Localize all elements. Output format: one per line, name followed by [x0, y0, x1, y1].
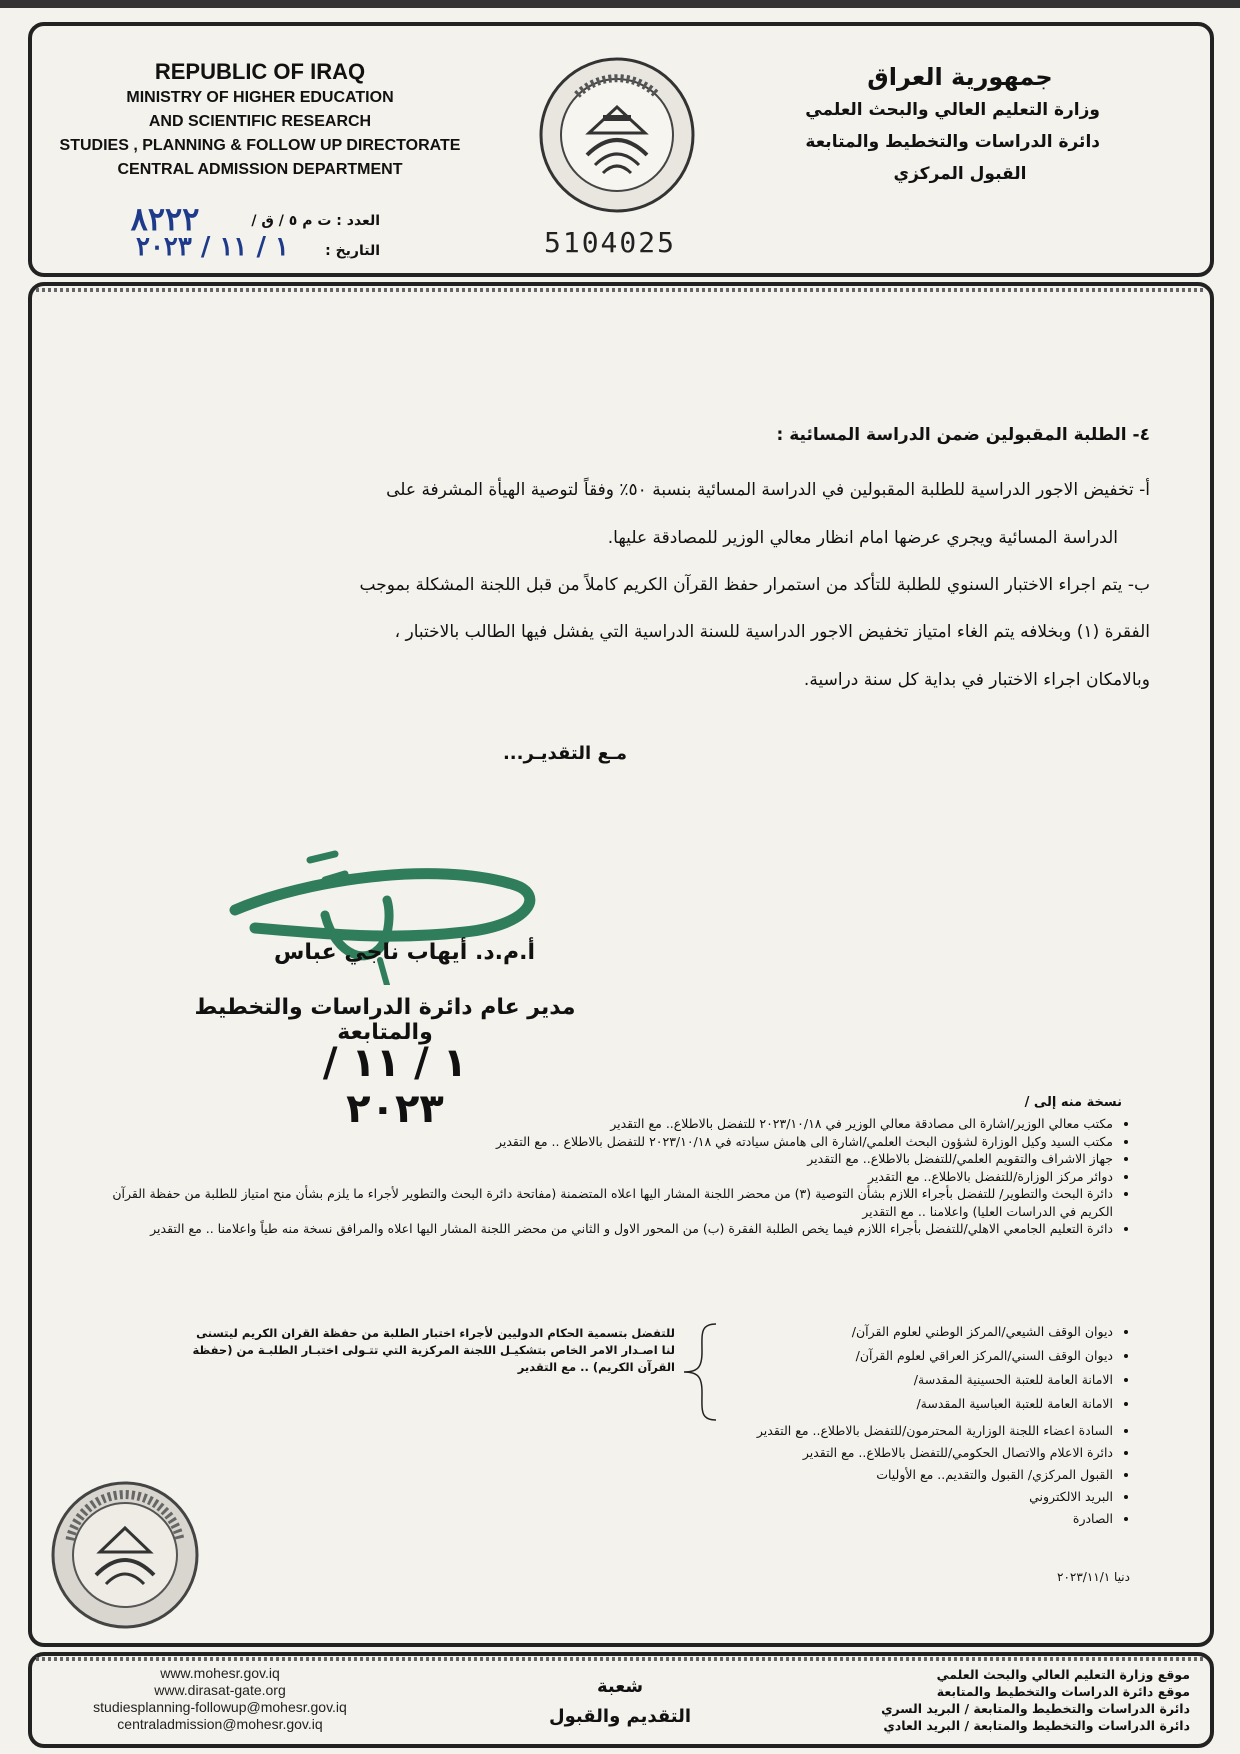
- footer-section: [520, 1672, 720, 1732]
- cc-bracket: [680, 1322, 720, 1422]
- en-line-department: CENTRAL ADMISSION DEPARTMENT: [117, 161, 403, 178]
- cc-item: • جهاز الاشراف والتقويم العلمي/للتفضل بالاطلاع.. مع التقدير: [85, 1150, 1113, 1168]
- cc-item: • الامانة العامة للعتبة العباسية المقدسة/: [700, 1392, 1113, 1416]
- cc-heading: نسخة منه إلى /: [1024, 1095, 1122, 1110]
- brace-icon: [680, 1322, 720, 1422]
- serial-number: 5104025: [543, 226, 676, 259]
- ar-line-admission: القبول المركزي: [893, 164, 1027, 184]
- letterhead-arabic: [780, 60, 1100, 190]
- cc-item: • الامانة العامة للعتبة الحسينية المقدسة/: [700, 1368, 1113, 1392]
- footer-ar-line: موقع دائرة الدراسات والتخطيط والمتابعة: [936, 1684, 1190, 1699]
- cc-list-grouped: [700, 1320, 1135, 1416]
- footer-ar-line: دائرة الدراسات والتخطيط والمتابعة / البريد العادي: [883, 1718, 1190, 1733]
- number-label: العدد : ت م ٥ / ق /: [251, 213, 380, 229]
- footer-arabic: [820, 1666, 1190, 1734]
- footer-link-mohesr[interactable]: www.mohesr.gov.iq: [160, 1665, 280, 1681]
- item-b-line3: وبالامكان اجراء الاختبار في بداية كل سنة دراسية.: [803, 670, 1150, 690]
- ar-line-directorate: دائرة الدراسات والتخطيط والمتابعة: [805, 132, 1100, 152]
- scan-edge: [0, 0, 1240, 8]
- footer-email-studies[interactable]: studiesplanning-followup@mohesr.gov.iq: [93, 1699, 347, 1715]
- typist-note: دنيا ٢٠٢٣/١١/١: [1057, 1570, 1130, 1584]
- cc-item: • مكتب معالي الوزير/اشارة الى مصادقة معالي الوزير في ٢٠٢٣/١٠/١٨ للتفضل بالاطلاع.. مع التقدير: [85, 1115, 1113, 1133]
- ar-line-republic: جمهورية العراق: [867, 63, 1053, 91]
- cc-list: [85, 1115, 1135, 1238]
- en-line-directorate: STUDIES , PLANNING & FOLLOW UP DIRECTORATE: [59, 137, 461, 154]
- seal-icon: [50, 1480, 200, 1630]
- cc-item: • الصادرة: [560, 1508, 1113, 1530]
- en-line-research: AND SCIENTIFIC RESEARCH: [148, 113, 372, 130]
- date-value: ١ / ١١ / ٢٠٢٣: [136, 232, 289, 262]
- footer-section-line1: شعبة: [596, 1676, 644, 1697]
- cc-item: • البريد الالكتروني: [560, 1486, 1113, 1508]
- ar-line-ministry: وزارة التعليم العالي والبحث العلمي: [805, 100, 1100, 120]
- footer-link-dirasat[interactable]: www.dirasat-gate.org: [154, 1682, 286, 1698]
- signer-name: أ.م.د. أيهاب ناجي عباس: [274, 940, 535, 965]
- cc-item: • دائرة البحث والتطوير/ للتفضل بأجراء اللازم بشأن التوصية (٣) من محضر اللجنة المشار اليها اعلاه المتضمنة (مفاتحة دائرة البحث والتطوير لأجراء ما يلزم بشأن منح امتياز للطلبة من حفظة القرآن الكريم في الدراسات العليا) واعلامنا .. مع التقدير: [85, 1185, 1113, 1220]
- item-a-line1: أ- تخفيض الاجور الدراسية للطلبة المقبولين في الدراسة المسائية بنسبة ٥٠٪ وفقاً لتوصية الهيأة المشرفة على: [386, 480, 1150, 500]
- cc-item: • ديوان الوقف الشيعي/المركز الوطني لعلوم القرآن/: [700, 1320, 1113, 1344]
- section-heading: ٤- الطلبة المقبولين ضمن الدراسة المسائية :: [776, 425, 1150, 445]
- cc-item: • ديوان الوقف السني/المركز العراقي لعلوم القرآن/: [700, 1344, 1113, 1368]
- letterhead-english: [50, 58, 470, 182]
- en-line-republic: REPUBLIC OF IRAQ: [154, 59, 366, 84]
- cc-item: • القبول المركزي/ القبول والتقديم.. مع الأوليات: [560, 1464, 1113, 1486]
- cc-item: • دائرة التعليم الجامعي الاهلي/للتفضل بأجراء اللازم فيما يخص الطلبة الفقرة (ب) من المحور الاول و الثاني من محضر اللجنة المشار اليها اعلاه والمرافق نسخة منه طياً واعلامنا .. مع التقدير: [85, 1220, 1113, 1238]
- signer-title: مدير عام دائرة الدراسات والتخطيط والمتابعة: [194, 995, 576, 1045]
- handwritten-date: ١ / ١١ / ٢٠٢٣: [322, 1040, 468, 1132]
- item-b-line1: ب- يتم اجراء الاختبار السنوي للطلبة للتأكد من استمرار حفظ القرآن الكريم كاملاً من قبل اللجنة المشكلة بموجب: [359, 575, 1150, 595]
- en-line-ministry: MINISTRY OF HIGHER EDUCATION: [126, 89, 394, 106]
- date-label: التاريخ :: [325, 243, 380, 259]
- bracket-note: للتفضل بتسمية الحكام الدوليين لأجراء اختبار الطلبة من حفظة القران الكريم ليتسنى لنا اصـدار الامر الخاص بتشكيـل اللجنة المركزية التي تتـولى اختبـار الطلبـة من (حفظة القرآن الكريم) .. مع التقدير: [192, 1326, 675, 1374]
- footer-section-line2: التقديم والقبول: [548, 1706, 692, 1727]
- footer-ar-line: موقع وزارة التعليم العالي والبحث العلمي: [936, 1667, 1190, 1682]
- frame-pattern: [36, 288, 1206, 292]
- ministry-logo-icon: [537, 55, 697, 215]
- closing-regards: مـع التقديـر...: [502, 743, 628, 764]
- cc-item: • دوائر مركز الوزارة/للتفضل بالاطلاع.. مع التقدير: [85, 1168, 1113, 1186]
- official-seal: [50, 1480, 200, 1630]
- footer-pattern: [36, 1657, 1206, 1661]
- cc-item: • السادة اعضاء اللجنة الوزارية المحترمون/للتفضل بالاطلاع.. مع التقدير: [560, 1420, 1113, 1442]
- cc-list-tail: [560, 1420, 1135, 1530]
- cc-item: • دائرة الاعلام والاتصال الحكومي/للتفضل بالاطلاع.. مع التقدير: [560, 1442, 1113, 1464]
- footer-email-admission[interactable]: centraladmission@mohesr.gov.iq: [117, 1716, 323, 1732]
- item-a-line2: الدراسة المسائية ويجري عرضها امام انظار معالي الوزير للمصادقة عليها.: [607, 528, 1118, 548]
- footer-ar-line: دائرة الدراسات والتخطيط والمتابعة / البريد السري: [881, 1701, 1190, 1716]
- cc-item: • مكتب السيد وكيل الوزارة لشؤون البحث العلمي/اشارة الى هامش سيادته في ٢٠٢٣/١٠/١٨ للتفضل بالاطلاع .. مع التقدير: [85, 1133, 1113, 1151]
- item-b-line2: الفقرة (١) وبخلافه يتم الغاء امتياز تخفيض الاجور الدراسية للسنة الدراسية التي يفشل فيها الطالب بالاختبار ،: [394, 622, 1150, 642]
- ministry-logo: [537, 55, 697, 215]
- number-value: ٨٢٢٢: [130, 200, 200, 238]
- footer-links: [50, 1665, 390, 1733]
